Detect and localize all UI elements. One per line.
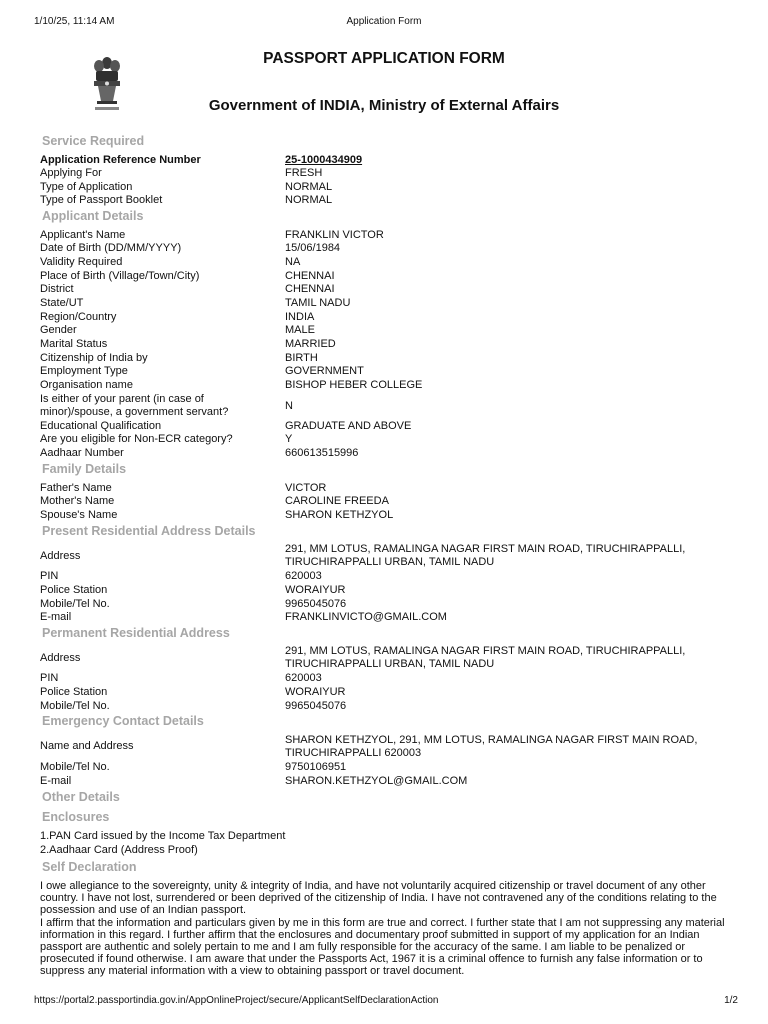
- enclosure-item: 2.Aadhaar Card (Address Proof): [40, 844, 198, 856]
- field-value: N: [285, 400, 293, 412]
- field-value: INDIA: [285, 311, 315, 323]
- field-value: CHENNAI: [285, 283, 335, 295]
- field-value: GRADUATE AND ABOVE: [285, 420, 412, 432]
- field-label: Region/Country: [40, 311, 117, 323]
- type-of-application-value: NORMAL: [285, 181, 333, 193]
- field-label: Validity Required: [40, 256, 123, 268]
- field-label: PIN: [40, 672, 59, 684]
- field-value: SHARON KETHZYOL, 291, MM LOTUS, RAMALINGA NAGAR FIRST MAIN ROAD, TIRUCHIRAPPALLI 620003: [285, 734, 698, 759]
- field-value: 9750106951: [285, 761, 347, 773]
- section-self-declaration: Self Declaration: [42, 860, 137, 874]
- field-value: CHENNAI: [285, 270, 335, 282]
- field-label: Educational Qualification: [40, 420, 162, 432]
- field-label: Employment Type: [40, 365, 128, 377]
- field-label: Name and Address: [40, 740, 134, 752]
- field-value: 620003: [285, 672, 322, 684]
- field-value: VICTOR: [285, 482, 327, 494]
- field-value: TAMIL NADU: [285, 297, 351, 309]
- field-value: CAROLINE FREEDA: [285, 495, 389, 507]
- page-number: 1/2: [724, 995, 738, 1006]
- booklet-type-label: Type of Passport Booklet: [40, 194, 163, 206]
- form-title: PASSPORT APPLICATION FORM: [263, 50, 505, 67]
- field-label: Mobile/Tel No.: [40, 598, 110, 610]
- field-label: PIN: [40, 570, 59, 582]
- field-value: 9965045076: [285, 700, 347, 712]
- print-timestamp: 1/10/25, 11:14 AM: [34, 16, 115, 27]
- field-value: BISHOP HEBER COLLEGE: [285, 379, 423, 391]
- field-value: 15/06/1984: [285, 242, 341, 254]
- section-family-details: Family Details: [42, 462, 127, 476]
- print-header: [0, 16, 768, 30]
- field-label: Father's Name: [40, 482, 112, 494]
- section-present-address: Present Residential Address Details: [42, 524, 256, 538]
- field-value: 620003: [285, 570, 322, 582]
- booklet-type-value: NORMAL: [285, 194, 333, 206]
- field-label: Mobile/Tel No.: [40, 761, 110, 773]
- field-value: MARRIED: [285, 338, 336, 350]
- ref-number-label: Application Reference Number: [40, 154, 201, 166]
- field-label: Aadhaar Number: [40, 447, 124, 459]
- self-declaration-text: [40, 880, 740, 978]
- field-value: WORAIYUR: [285, 584, 346, 596]
- section-other-details: Other Details: [42, 790, 120, 804]
- field-label: District: [40, 283, 74, 295]
- field-value: 291, MM LOTUS, RAMALINGA NAGAR FIRST MAIN ROAD, TIRUCHIRAPPALLI, TIRUCHIRAPPALLI URBAN, TAMIL NADU: [285, 645, 686, 670]
- field-value: BIRTH: [285, 352, 318, 364]
- ref-number-value: 25-1000434909: [285, 154, 363, 166]
- field-value: FRANKLIN VICTOR: [285, 229, 384, 241]
- field-label: Mother's Name: [40, 495, 115, 507]
- field-label: Mobile/Tel No.: [40, 700, 110, 712]
- section-emergency-contact: Emergency Contact Details: [42, 714, 204, 728]
- field-label: Address: [40, 652, 81, 664]
- field-value: NA: [285, 256, 301, 268]
- print-footer: [0, 995, 768, 1009]
- form-subtitle: Government of INDIA, Ministry of External Affairs: [208, 97, 560, 114]
- field-value: SHARON.KETHZYOL@GMAIL.COM: [285, 775, 468, 787]
- field-value: Y: [285, 433, 293, 445]
- applying-for-value: FRESH: [285, 167, 323, 179]
- field-label: Police Station: [40, 686, 108, 698]
- field-value: FRANKLINVICTO@GMAIL.COM: [285, 611, 447, 623]
- type-of-application-label: Type of Application: [40, 181, 133, 193]
- field-value: 9965045076: [285, 598, 347, 610]
- field-label: Date of Birth (DD/MM/YYYY): [40, 242, 182, 254]
- field-label: E-mail: [40, 775, 72, 787]
- field-value: WORAIYUR: [285, 686, 346, 698]
- field-label: Is either of your parent (in case of minor)/spouse, a government servant?: [40, 393, 229, 418]
- field-label: Gender: [40, 324, 77, 336]
- field-label: Applicant's Name: [40, 229, 126, 241]
- field-value: SHARON KETHZYOL: [285, 509, 394, 521]
- declaration-paragraph-1: I owe allegiance to the sovereignty, unity & integrity of India, and have not voluntarily acquired citizenship or travel document of any other country. I have not lost, surrendered or been deprived of the citizenship of India. I have not contravened any of the conditions relating to the possession and use of an Indian passport.: [40, 880, 717, 917]
- applying-for-label: Applying For: [40, 167, 102, 179]
- print-doc-title: Application Form: [346, 16, 422, 27]
- field-label: Organisation name: [40, 379, 133, 391]
- field-label: State/UT: [40, 297, 84, 309]
- field-value: 291, MM LOTUS, RAMALINGA NAGAR FIRST MAIN ROAD, TIRUCHIRAPPALLI, TIRUCHIRAPPALLI URBAN, TAMIL NADU: [285, 543, 686, 568]
- field-label: Address: [40, 550, 81, 562]
- enclosure-item: 1.PAN Card issued by the Income Tax Department: [40, 830, 286, 842]
- field-label: E-mail: [40, 611, 72, 623]
- section-applicant-details: Applicant Details: [42, 209, 144, 223]
- declaration-paragraph-2: I affirm that the information and particulars given by me in this form are true and correct. I further state that I am not suppressing any material information in this regard. I further affirm that the enclosures and documentary proof submitted in support of my application for an Indian passport are authentic and solely pertain to me and I am fully responsible for the accuracy of the same. I am liable to be penalized or prosecuted if found otherwise. I am aware that under the Passports Act, 1967 it is a criminal offence to furnish any false information or to suppress any material information with a view to obtaining passport or travel document.: [40, 916, 725, 978]
- section-enclosures: Enclosures: [42, 810, 110, 824]
- section-permanent-address: Permanent Residential Address: [42, 626, 230, 640]
- section-service-required: Service Required: [42, 134, 145, 148]
- print-url: https://portal2.passportindia.gov.in/AppOnlineProject/secure/ApplicantSelfDeclarationAction: [34, 995, 439, 1006]
- field-label: Citizenship of India by: [40, 352, 148, 364]
- field-label: Marital Status: [40, 338, 108, 350]
- field-label: Place of Birth (Village/Town/City): [40, 270, 200, 282]
- field-label: Police Station: [40, 584, 108, 596]
- field-value: MALE: [285, 324, 315, 336]
- field-label: Spouse's Name: [40, 509, 118, 521]
- field-value: GOVERNMENT: [285, 365, 364, 377]
- field-label: Are you eligible for Non-ECR category?: [40, 433, 233, 445]
- field-value: 660613515996: [285, 447, 359, 459]
